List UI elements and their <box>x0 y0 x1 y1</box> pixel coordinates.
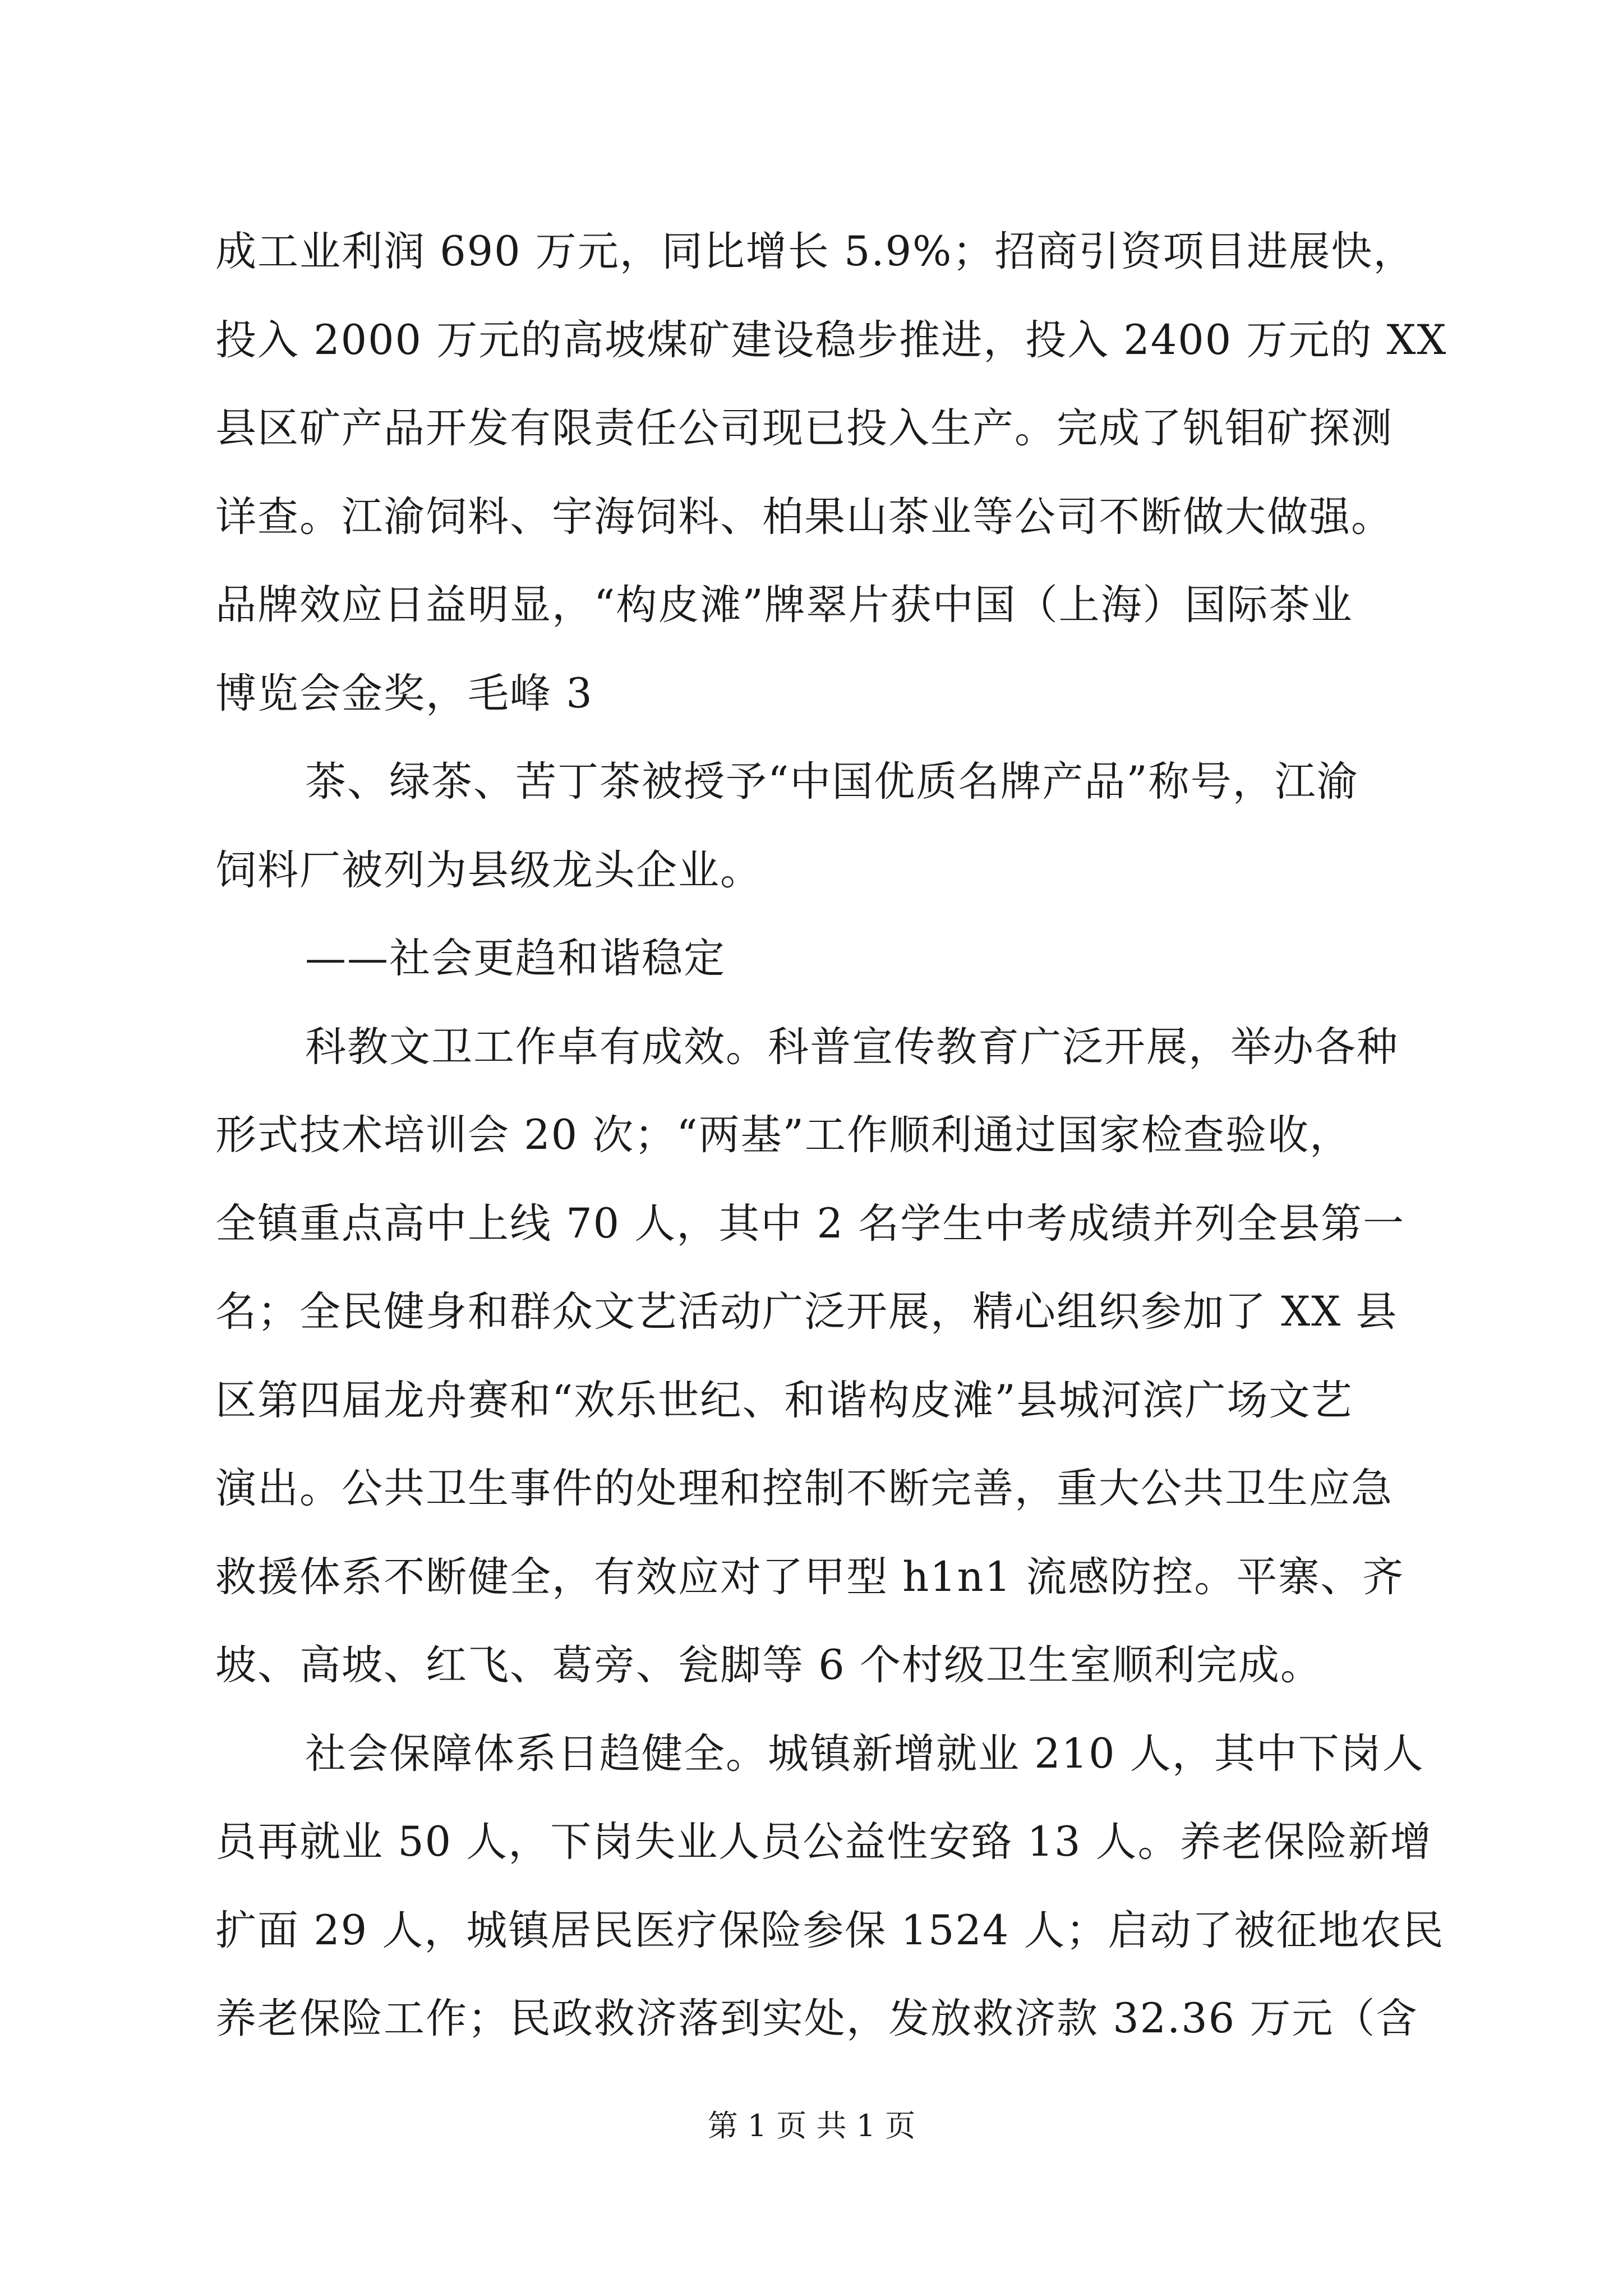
text-line-8: 饲料厂被列为县级龙头企业。 <box>215 846 762 894</box>
text-line-1: 成工业利润 690 万元，同比增长 5.9%；招商引资项目进展快， <box>215 228 1415 275</box>
text-line-17: 坡、高坡、红飞、葛旁、瓮脚等 6 个村级卫生室顺利完成。 <box>215 1641 1322 1689</box>
text-line-19: 员再就业 50 人，下岗失业人员公益性安臵 13 人。养老保险新增 <box>215 1818 1432 1866</box>
text-line-10: 科教文卫工作卓有成效。科普宣传教育广泛开展，举办各种 <box>305 1023 1399 1071</box>
text-line-20: 扩面 29 人，城镇居民医疗保险参保 1524 人；启动了被征地农民 <box>215 1906 1445 1954</box>
document-body <box>215 208 1447 2063</box>
text-line-7: 茶、绿茶、苦丁茶被授予“中国优质名牌产品”称号，江渝 <box>305 758 1359 806</box>
text-line-21: 养老保险工作；民政救济落到实处，发放救济款 32.36 万元（含 <box>215 1995 1418 2042</box>
text-line-15: 演出。公共卫生事件的处理和控制不断完善，重大公共卫生应急 <box>215 1465 1393 1512</box>
text-line-14: 区第四届龙舟赛和“欢乐世纪、和谐构皮滩”县城河滨广场文艺 <box>215 1376 1353 1424</box>
text-line-6: 博览会金奖，毛峰 3 <box>215 669 593 717</box>
text-line-11: 形式技术培训会 20 次；“两基”工作顺利通过国家检查验收， <box>215 1111 1352 1159</box>
text-line-13: 名；全民健身和群众文艺活动广泛开展，精心组织参加了 XX 县 <box>215 1288 1398 1336</box>
text-line-5: 品牌效应日益明显，“构皮滩”牌翠片获中国（上海）国际茶业 <box>215 581 1353 629</box>
text-line-4: 详查。江渝饲料、宇海饲料、柏果山茶业等公司不断做大做强。 <box>215 493 1393 541</box>
section-heading: ——社会更趋和谐稳定 <box>305 935 726 982</box>
text-line-12: 全镇重点高中上线 70 人，其中 2 名学生中考成绩并列全县第一 <box>215 1199 1405 1248</box>
text-line-3: 县区矿产品开发有限责任公司现已投入生产。完成了钒钼矿探测 <box>215 404 1393 452</box>
text-line-2: 投入 2000 万元的高坡煤矿建设稳步推进，投入 2400 万元的 XX <box>215 316 1447 364</box>
text-line-16: 救援体系不断健全，有效应对了甲型 h1n1 流感防控。平寨、齐 <box>215 1553 1405 1601</box>
page-footer: 第 1 页 共 1 页 <box>707 2108 916 2143</box>
text-line-18: 社会保障体系日趋健全。城镇新增就业 210 人，其中下岗人 <box>305 1729 1424 1778</box>
